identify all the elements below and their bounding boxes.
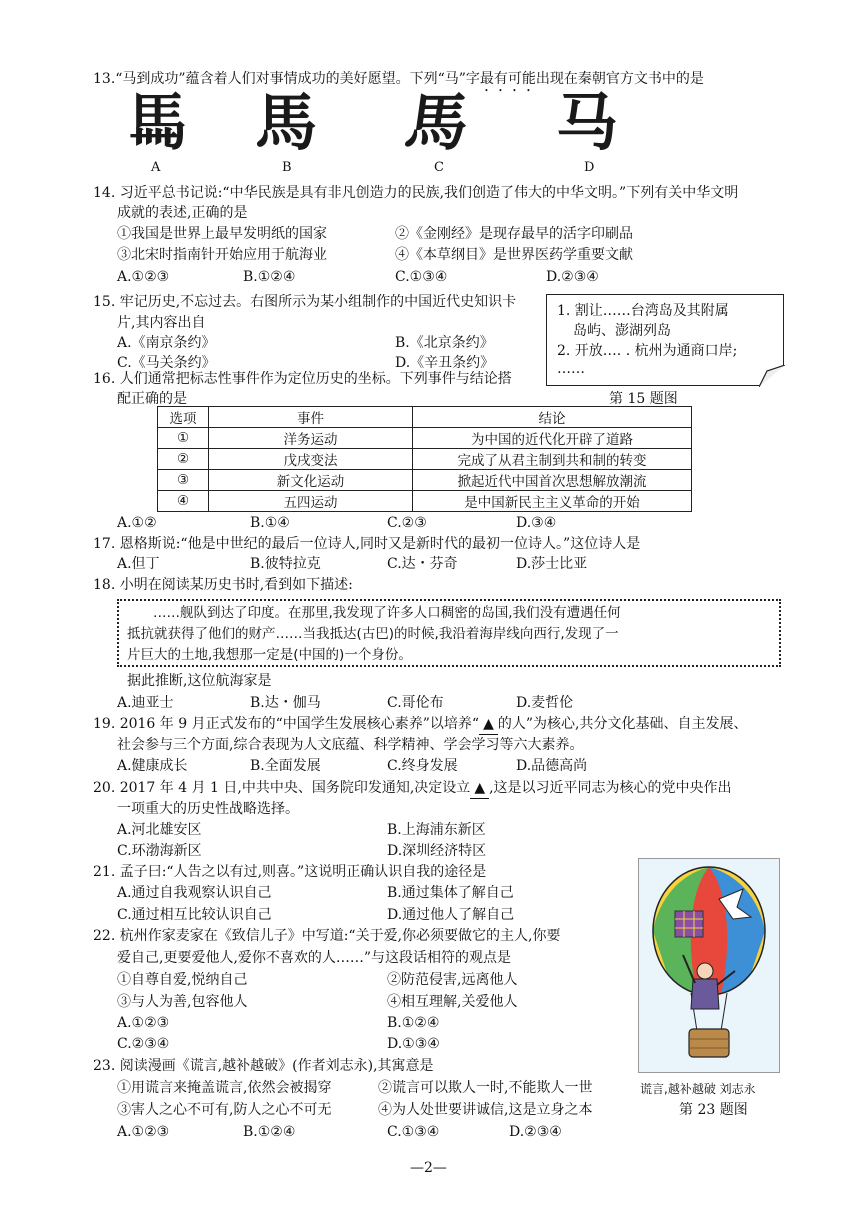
- quote-line-3: 片巨大的土地,我想那一定是(中国的)一个身份。: [127, 647, 412, 663]
- q22-option-c: C.②③④: [117, 1036, 170, 1052]
- q20-line2: 一项重大的历史性战略选择。: [117, 801, 299, 817]
- q14-line2: 成就的表述,正确的是: [117, 205, 248, 221]
- q22-line1: 22. 杭州作家麦家在《致信儿子》中写道:“关于爱,你必须要做它的主人,你要: [93, 928, 561, 944]
- table-row: [158, 470, 692, 491]
- q21-option-b: B.通过集体了解自己: [387, 885, 514, 901]
- q16-line2: 配正确的是: [117, 391, 187, 407]
- q22-item-3: ③与人为善,包容他人: [117, 994, 248, 1010]
- q16-option-c: C.②③: [387, 515, 427, 531]
- q15-option-d: D.《辛丑条约》: [395, 355, 495, 371]
- q22-option-b: B.①②④: [387, 1015, 440, 1031]
- q22-option-a: A.①②③: [117, 1015, 170, 1031]
- q19-option-b: B.全面发展: [250, 758, 321, 774]
- quote-line-2: 抵抗就获得了他们的财产……当我抵达(古巴)的时候,我沿着海岸线向西行,发现了一: [127, 626, 619, 642]
- q22-line2: 爱自己,更要爱他人,爱你不喜欢的人……”与这段话相符的观点是: [117, 950, 512, 966]
- q16-events-table: [157, 406, 692, 512]
- q20-option-a: A.河北雄安区: [117, 822, 202, 838]
- cartoon-caption: 谎言,越补越破 刘志永: [640, 1082, 756, 1096]
- q23-item-2: ②谎言可以欺人一时,不能欺人一世: [378, 1080, 593, 1096]
- q23-option-c: C.①③④: [387, 1124, 440, 1140]
- cell-event: 戊戌变法: [209, 449, 413, 470]
- q23-item-1: ①用谎言来掩盖谎言,依然会被揭穿: [117, 1080, 332, 1096]
- q18-option-a: A.迪亚士: [117, 695, 174, 711]
- q22-item-2: ②防范侵害,远离他人: [387, 972, 518, 988]
- q17-option-a: A.但丁: [117, 556, 160, 572]
- card-line-4: ……: [557, 361, 585, 377]
- page-curl-icon: [759, 365, 785, 387]
- q15-option-b: B.《北京条约》: [395, 335, 494, 351]
- answer-blank: ▲: [470, 778, 489, 799]
- q15-caption: 第 15 题图: [609, 391, 678, 407]
- q21-option-c: C.通过相互比较认识自己: [117, 907, 272, 923]
- cell-num: ①: [158, 428, 209, 449]
- q14-option-b: B.①②④: [243, 269, 296, 285]
- q21-option-a: A.通过自我观察认识自己: [117, 885, 272, 901]
- q23-line1: 23. 阅读漫画《谎言,越补越破》(作者刘志永),其寓意是: [93, 1058, 434, 1074]
- cell-event: 五四运动: [209, 491, 413, 512]
- cell-conclusion: 掀起近代中国首次思想解放潮流: [413, 470, 692, 491]
- q23-cartoon: [638, 858, 780, 1073]
- q23-figure-caption: 第 23 题图: [679, 1102, 748, 1118]
- cell-num: ③: [158, 470, 209, 491]
- q14-item-4: ④《本草纲目》是世界医药学重要文献: [395, 247, 633, 263]
- q16-line1: 16. 人们通常把标志性事件作为定位历史的坐标。下列事件与结论搭: [93, 371, 512, 387]
- cell-conclusion: 是中国新民主主义革命的开始: [413, 491, 692, 512]
- q17-option-c: C.达・芬奇: [387, 556, 458, 572]
- q13-glyph-b: 馬: [255, 86, 318, 159]
- q14-option-c: C.①③④: [395, 269, 448, 285]
- q18-option-c: C.哥伦布: [387, 695, 444, 711]
- cell-event: 洋务运动: [209, 428, 413, 449]
- q18-after: 据此推断,这位航海家是: [127, 673, 272, 689]
- q19-option-a: A.健康成长: [117, 758, 188, 774]
- th-option: 选项: [158, 407, 209, 428]
- q23-option-b: B.①②④: [243, 1124, 296, 1140]
- q15-option-c: C.《马关条约》: [117, 355, 216, 371]
- q20-option-c: C.环渤海新区: [117, 843, 202, 859]
- q13-label-d: D: [584, 160, 595, 175]
- q21-option-d: D.通过他人了解自己: [387, 907, 515, 923]
- q22-option-d: D.①③④: [387, 1036, 440, 1052]
- q22-item-4: ④相互理解,关爱他人: [387, 994, 518, 1010]
- table-row: [158, 491, 692, 512]
- page-number: —2—: [410, 1160, 447, 1176]
- cell-num: ④: [158, 491, 209, 512]
- q23-item-3: ③害人之心不可有,防人之心不可无: [117, 1102, 332, 1118]
- answer-blank: ▲: [479, 714, 498, 735]
- cell-event: 新文化运动: [209, 470, 413, 491]
- cell-conclusion: 为中国的近代化开辟了道路: [413, 428, 692, 449]
- q14-item-3: ③北宋时指南针开始应用于航海业: [117, 247, 327, 263]
- q18-quote-box: [117, 599, 781, 667]
- q17-line1: 17. 恩格斯说:“他是中世纪的最后一位诗人,同时又是新时代的最初一位诗人。”这位诗人是: [93, 536, 641, 552]
- q20-line1: 20. 2017 年 4 月 1 日,中共中央、国务院印发通知,决定设立 ▲ ,这是以习近平同志为核心的党中央作出: [93, 778, 732, 799]
- card-line-2: 岛屿、澎湖列岛: [573, 323, 671, 339]
- th-event: 事件: [209, 407, 413, 428]
- q16-option-a: A.①②: [117, 515, 157, 531]
- q17-option-b: B.彼特拉克: [250, 556, 321, 572]
- q13-glyph-a: 𩡧: [127, 86, 190, 159]
- q13-label-c: C: [434, 160, 444, 175]
- q13-glyph-d: 马: [556, 86, 619, 159]
- q13-label-b: B: [282, 160, 292, 175]
- q23-option-a: A.①②③: [117, 1124, 170, 1140]
- q18-line1: 18. 小明在阅读某历史书时,看到如下描述:: [93, 577, 353, 593]
- q14-option-a: A.①②③: [117, 269, 170, 285]
- hot-air-balloon-icon: [639, 859, 779, 1072]
- q13-stem: 13.“马到成功”蕴含着人们对事情成功的美好愿望。下列“马”字最有可能出现在秦朝官方文书中的是: [93, 71, 704, 87]
- q19-line1: 19. 2016 年 9 月正式发布的“中国学生发展核心素养”以培养“ ▲ 的人”为核心,共分文化基础、自主发展、: [93, 714, 747, 735]
- cell-conclusion: 完成了从君主制到共和制的转变: [413, 449, 692, 470]
- q14-line1: 14. 习近平总书记说:“中华民族是具有非凡创造力的民族,我们创造了伟大的中华文明。”下列有关中华文明: [93, 185, 739, 201]
- card-line-3: 2. 开放…. . 杭州为通商口岸;: [557, 343, 738, 359]
- q21-line1: 21. 孟子曰:“人告之以有过,则喜。”这说明正确认识自我的途径是: [93, 864, 487, 880]
- q16-option-b: B.①④: [250, 515, 290, 531]
- q20-option-d: D.深圳经济特区: [387, 843, 487, 859]
- th-conclusion: 结论: [413, 407, 692, 428]
- q19-option-d: D.品德高尚: [516, 758, 588, 774]
- cell-num: ②: [158, 449, 209, 470]
- q23-item-4: ④为人处世要讲诚信,这是立身之本: [378, 1102, 593, 1118]
- card-line-1: 1. 割让……台湾岛及其附属: [557, 303, 729, 319]
- q19-option-c: C.终身发展: [387, 758, 458, 774]
- q17-option-d: D.莎士比亚: [516, 556, 588, 572]
- table-row: [158, 428, 692, 449]
- q20-option-b: B.上海浦东新区: [387, 822, 486, 838]
- q15-line1: 15. 牢记历史,不忘过去。右图所示为某小组制作的中国近代史知识卡: [93, 294, 517, 310]
- q14-item-1: ①我国是世界上最早发明纸的国家: [117, 226, 327, 242]
- q15-knowledge-card: [546, 294, 784, 386]
- q18-option-d: D.麦哲伦: [516, 695, 574, 711]
- q15-option-a: A.《南京条约》: [117, 335, 216, 351]
- q18-option-b: B.达・伽马: [250, 695, 321, 711]
- q19-line2: 社会参与三个方面,综合表现为人文底蕴、科学精神、学会学习等六大素养。: [117, 737, 584, 753]
- q13-glyph-c: 馬: [400, 86, 474, 159]
- q15-line2: 片,其内容出自: [117, 315, 206, 331]
- table-row: [158, 449, 692, 470]
- quote-line-1: ……舰队到达了印度。在那里,我发现了许多人口稠密的岛国,我们没有遭遇任何: [153, 605, 621, 621]
- q22-item-1: ①自尊自爱,悦纳自己: [117, 972, 248, 988]
- q14-item-2: ②《金刚经》是现存最早的活字印刷品: [395, 226, 633, 242]
- q14-option-d: D.②③④: [546, 269, 599, 285]
- q16-option-d: D.③④: [516, 515, 557, 531]
- q13-label-a: A: [151, 160, 161, 175]
- q23-option-d: D.②③④: [509, 1124, 562, 1140]
